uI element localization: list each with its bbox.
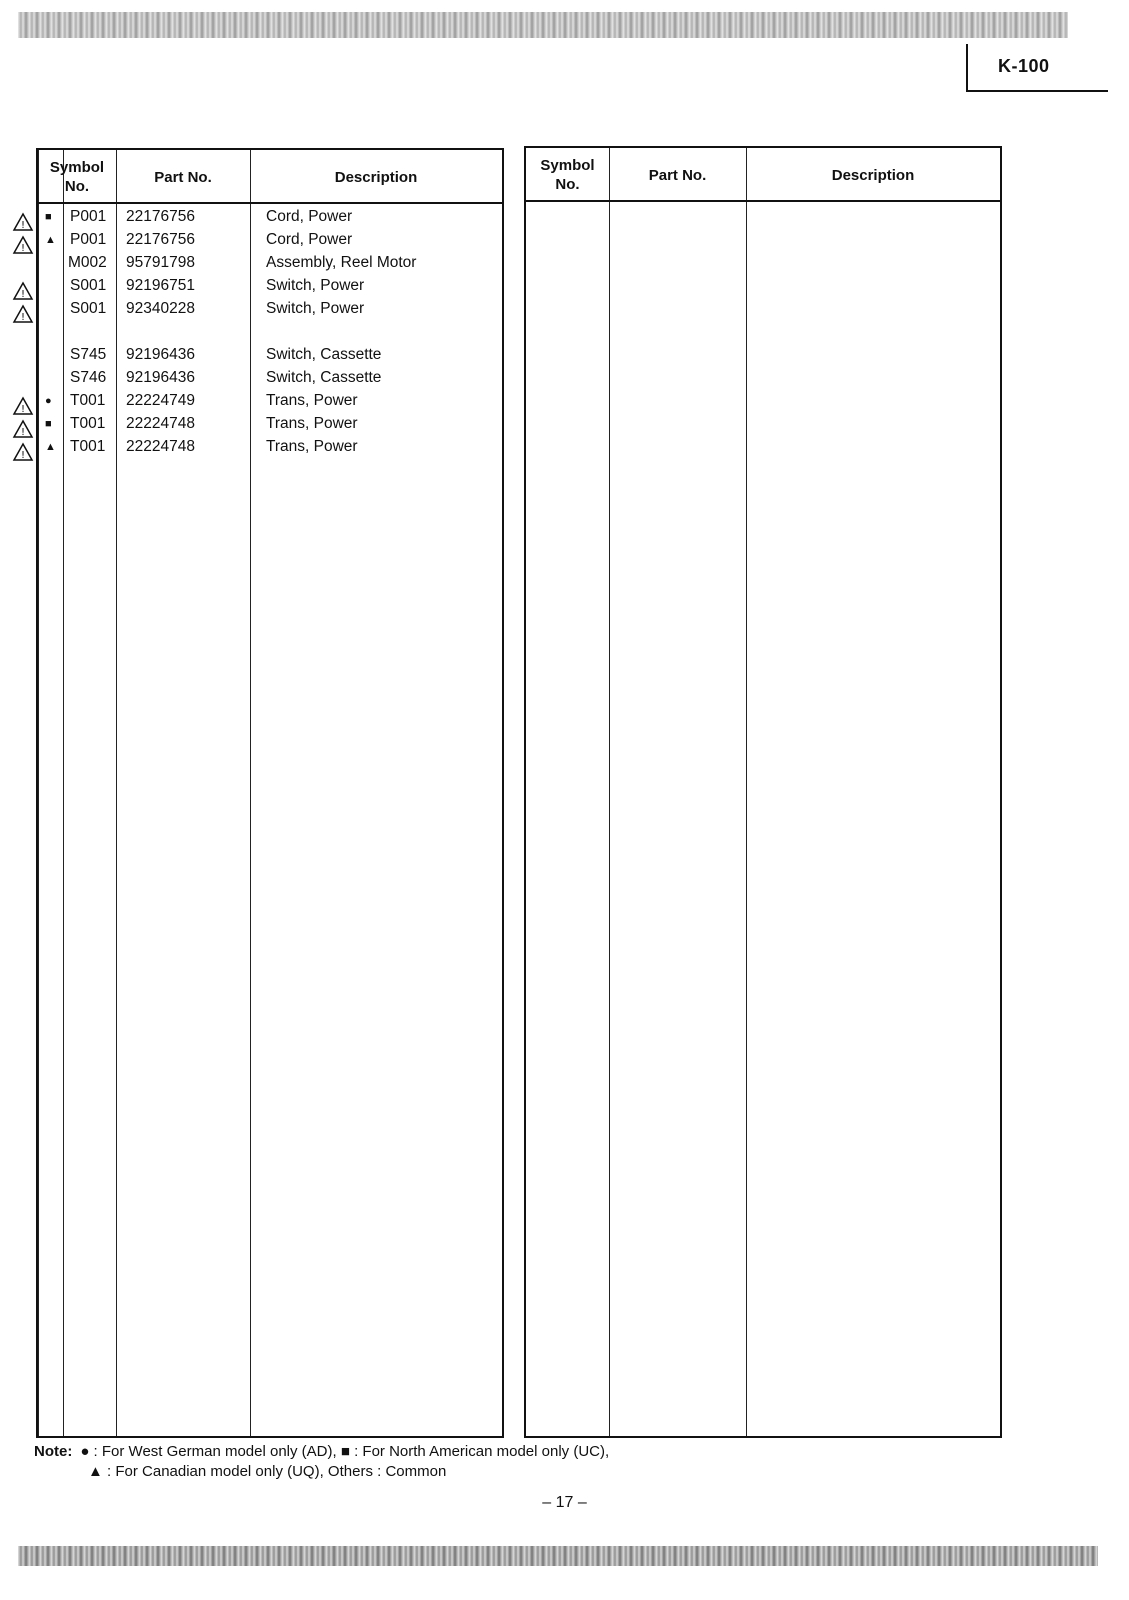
description: Switch, Power	[266, 300, 365, 317]
page-number: – 17 –	[542, 1494, 587, 1511]
symbol-no: S001	[70, 300, 107, 317]
svg-text:!: !	[20, 427, 26, 438]
col-divider	[250, 150, 251, 1436]
model-label: K-100	[998, 56, 1050, 76]
parts-table-left	[36, 148, 504, 1438]
caution-triangle-icon	[12, 281, 34, 301]
svg-text:!: !	[20, 220, 26, 231]
note-line-1: ● : For West German model only (AD), ■ : For North American model only (UC),	[80, 1443, 610, 1460]
header-symbol-no	[38, 158, 116, 196]
part-no: 92340228	[126, 300, 195, 317]
description: Switch, Cassette	[266, 369, 382, 386]
legend-note	[34, 1442, 609, 1462]
caution-triangle-icon	[12, 442, 34, 462]
header-description: Description	[831, 167, 915, 184]
col-divider	[609, 148, 610, 1436]
part-no: 22224748	[126, 415, 195, 432]
col-divider	[38, 150, 39, 1436]
symbol-no: M002	[68, 254, 107, 271]
model-mark: ■	[45, 211, 52, 223]
caution-triangle-icon	[12, 396, 34, 416]
col-divider	[746, 148, 747, 1436]
caution-triangle-icon	[12, 235, 34, 255]
header-symbol-no	[526, 156, 609, 194]
description: Trans, Power	[266, 438, 358, 455]
caution-triangle-icon	[12, 304, 34, 324]
header-part-no: Part No.	[154, 169, 212, 186]
svg-text:!: !	[20, 243, 26, 254]
caution-triangle-icon	[12, 419, 34, 439]
symbol-no: S746	[70, 369, 107, 386]
description: Trans, Power	[266, 392, 358, 409]
header-no-label: No.	[64, 178, 90, 195]
col-divider	[63, 150, 64, 1436]
note-label: Note:	[34, 1443, 73, 1460]
part-no: 22176756	[126, 231, 195, 248]
symbol-no: T001	[70, 392, 106, 409]
symbol-no: P001	[70, 208, 107, 225]
model-mark: ▲	[45, 234, 56, 246]
part-no: 92196436	[126, 369, 195, 386]
description: Switch, Power	[266, 277, 365, 294]
model-mark: ■	[45, 418, 52, 430]
symbol-no: T001	[70, 415, 106, 432]
svg-text:!: !	[20, 289, 26, 300]
model-box	[966, 44, 1108, 92]
model-mark: ▲	[45, 441, 56, 453]
header-divider	[38, 202, 502, 204]
description: Assembly, Reel Motor	[266, 254, 417, 271]
header-part-no: Part No.	[648, 167, 707, 184]
parts-table-right	[524, 146, 1002, 1438]
caution-triangle-icon	[12, 212, 34, 232]
part-no: 95791798	[126, 254, 195, 271]
header-symbol-label: Symbol	[540, 157, 595, 174]
symbol-no: P001	[70, 231, 107, 248]
svg-text:!: !	[20, 312, 26, 323]
header-divider	[526, 200, 1000, 202]
part-no: 92196751	[126, 277, 195, 294]
part-no: 22176756	[126, 208, 195, 225]
scan-edge-top	[18, 12, 1068, 38]
description: Cord, Power	[266, 231, 353, 248]
model-mark: ●	[45, 395, 52, 407]
part-no: 92196436	[126, 346, 195, 363]
symbol-no: S001	[70, 277, 107, 294]
col-divider	[116, 150, 117, 1436]
symbol-no: T001	[70, 438, 106, 455]
svg-text:!: !	[20, 450, 26, 461]
header-no-label: No.	[555, 176, 580, 193]
part-no: 22224749	[126, 392, 195, 409]
description: Switch, Cassette	[266, 346, 382, 363]
part-no: 22224748	[126, 438, 195, 455]
header-symbol-label: Symbol	[49, 159, 105, 176]
scan-edge-bottom	[18, 1546, 1098, 1566]
svg-text:!: !	[20, 404, 26, 415]
note-line-2: ▲ : For Canadian model only (UQ), Others : Common	[88, 1463, 447, 1480]
description: Cord, Power	[266, 208, 353, 225]
symbol-no: S745	[70, 346, 107, 363]
header-description: Description	[334, 169, 418, 186]
description: Trans, Power	[266, 415, 358, 432]
